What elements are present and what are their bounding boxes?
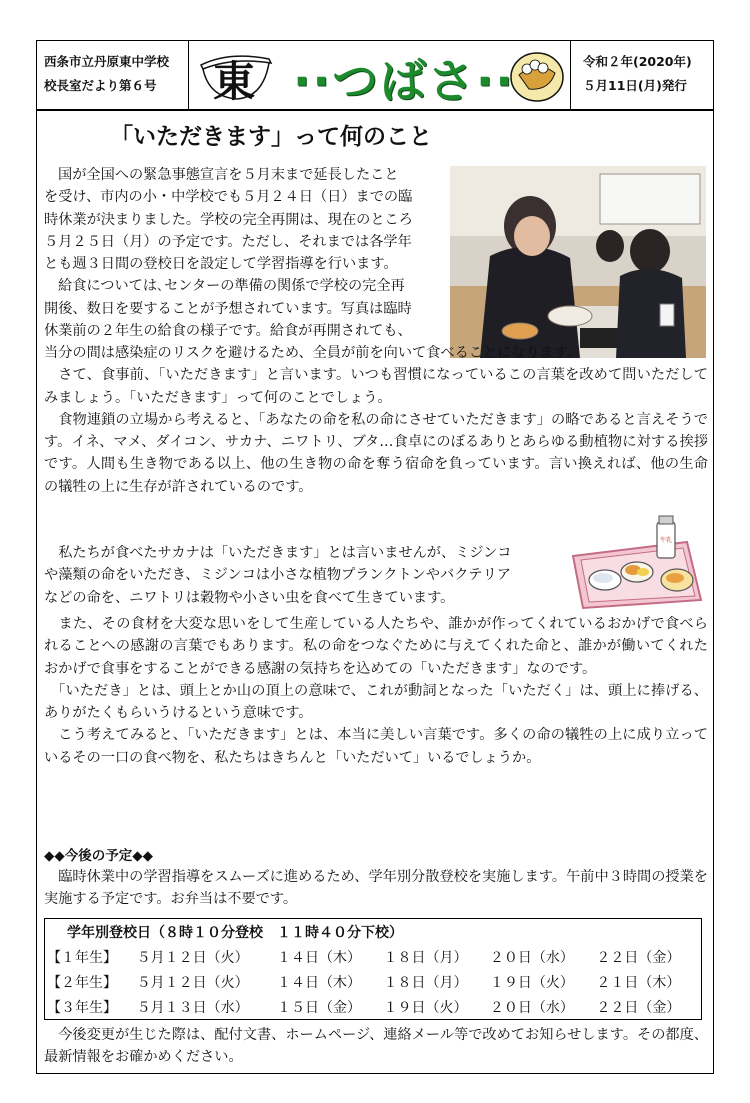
table-row (45, 969, 702, 994)
lunch-tray-illustration (567, 514, 707, 610)
table-row (45, 919, 702, 945)
table-row (45, 944, 702, 969)
body-line: や藻類の命をいただき、ミジンコは小さな植物プランクトンやバクテリア (44, 567, 511, 584)
article-intro (44, 164, 446, 342)
header-right (571, 41, 713, 109)
grade-label: 【３年生】 (47, 999, 117, 1016)
article-title: 「いただきます」って何のこと (110, 124, 432, 150)
schedule-table-title: 学年別登校日（８時１０分登校 １１時４０分下校） (67, 924, 403, 941)
date-cell: １８日（月） (383, 974, 468, 991)
intro-line: 時休業が決まりました。学校の完全再開は、現在のところ (44, 211, 413, 228)
date-cell: ５月１３日（水） (136, 999, 249, 1016)
intro-line: とも週３日間の登校日を設定して学習指導を行います。 (44, 256, 398, 273)
date-cell: ２１日（木） (596, 974, 681, 991)
lunch-photo (450, 166, 706, 358)
grade-label: 【２年生】 (47, 974, 117, 991)
curry-bowl-icon (511, 53, 563, 101)
issue-label: 校長室だより第６号 (44, 78, 157, 93)
schedule-intro: 臨時休業中の学習指導をスムーズに進めるため、学年別分散登校を実施します。午前中３時間の授業を実施する予定です。お弁当は不要です。 (44, 869, 708, 908)
date-cell: ２２日（金） (596, 949, 681, 966)
issue-year: 令和２年(2020年) (583, 54, 692, 69)
schedule-heading: ◆◆今後の予定◆◆ (44, 848, 154, 864)
date-cell: １５日（金） (276, 999, 361, 1016)
masthead-logo (189, 41, 571, 109)
date-cell: ２２日（金） (596, 999, 681, 1016)
date-cell: ５月１２日（火） (136, 949, 249, 966)
date-cell: １９日（火） (383, 999, 468, 1016)
article-body-2 (44, 542, 564, 609)
body-line: などの命を、ニワトリは穀物や小さい虫を食べて生きています。 (44, 589, 455, 606)
schedule-footer-note: 今後変更が生じた際は、配付文書、ホームページ、連絡メール等で改めてお知らせします。その都度、最新情報をお確かめください。 (44, 1027, 708, 1066)
intro-line: 給食については､センターの準備の関係で学校の完全再 (58, 278, 405, 295)
intro-line: 休業前の２年生の給食の様子です。給食が再開されても、 (44, 323, 412, 340)
date-cell: １４日（木） (276, 949, 361, 966)
intro-line: ５月２５日（月）の予定です。ただし、それまでは各学年 (44, 233, 412, 250)
newsletter-header (36, 40, 714, 110)
classroom-lunch-image (450, 166, 706, 358)
body-line: 私たちが食べたサカナは「いただきます」とは言いませんが、ミジンコ (44, 545, 512, 561)
intro-line: を受け、市内の小・中学校でも５月２４日（日）までの臨 (44, 189, 413, 206)
date-cell: １４日（木） (276, 974, 361, 991)
header-left (37, 41, 189, 109)
date-cell: １９日（火） (489, 974, 574, 991)
milk-label: 牛乳 (659, 537, 673, 544)
date-cell: １８日（月） (383, 949, 468, 966)
article-body-3: また、その食材を大変な思いをして生産している人たちや、誰かが作ってくれているおかげで食べられることへの感謝の言葉でもあります。私の命をつなぐために与えてくれた命と、誰かが働いてくれたおかげで食事をすることができる感謝の気持ちを込めての「いただきます」なのです。 「いただき」とは、頭上とか山の頂上の意味で、これが動詞となった「いただく」は、頭上に捧げる、ありがたくもらいうけるという意味です。 こう考えてみると、「いただきます」とは、本当に美しい言葉です。多くの命の犠牲の上に成り立っているその一口の食べ物を、私たちはきちんと「いただいて」いるでしょうか。 (44, 616, 708, 766)
publish-date: ５月11日(月)発行 (583, 78, 687, 93)
logo-kanji: 東 (213, 57, 256, 106)
date-cell: ２０日（水） (489, 999, 574, 1016)
intro-line: 国が全国への緊急事態宣言を５月末まで延長したこと (58, 167, 399, 183)
school-name: 西条市立丹原東中学校 (44, 54, 170, 69)
article-body-1: 当分の間は感染症のリスクを避けるため、全員が前を向いて食べることになります。 さて、食事前、「いただきます」と言います。いつも習慣になっているこの言葉を改めて問いただしてみましょう。「いただきます」って何のことでしょう。 食物連鎖の立場から考えると、「あなたの命を私の命にさせていただきます」の略であると言えそうです。イネ、マメ、ダイコン、サカナ、ニワトリ、ブタ…食卓にのぼるありとあらゆる動植物に対する挨拶です。人間も生き物である以上、他の生き物の命を奪う宿命を負っています。言い換えれば、他の生命の犠牲の上に生存が許されているのです。 (44, 345, 708, 495)
table-row (45, 994, 702, 1020)
attendance-schedule-table (44, 918, 702, 1020)
date-cell: ５月１２日（火） (136, 974, 249, 991)
date-cell: ２０日（水） (489, 949, 574, 966)
grade-label: 【１年生】 (47, 949, 117, 966)
intro-line: 開後、数日を要することが予想されています。写真は臨時 (44, 300, 412, 317)
logo-title: ··つばさ·· (293, 54, 515, 108)
